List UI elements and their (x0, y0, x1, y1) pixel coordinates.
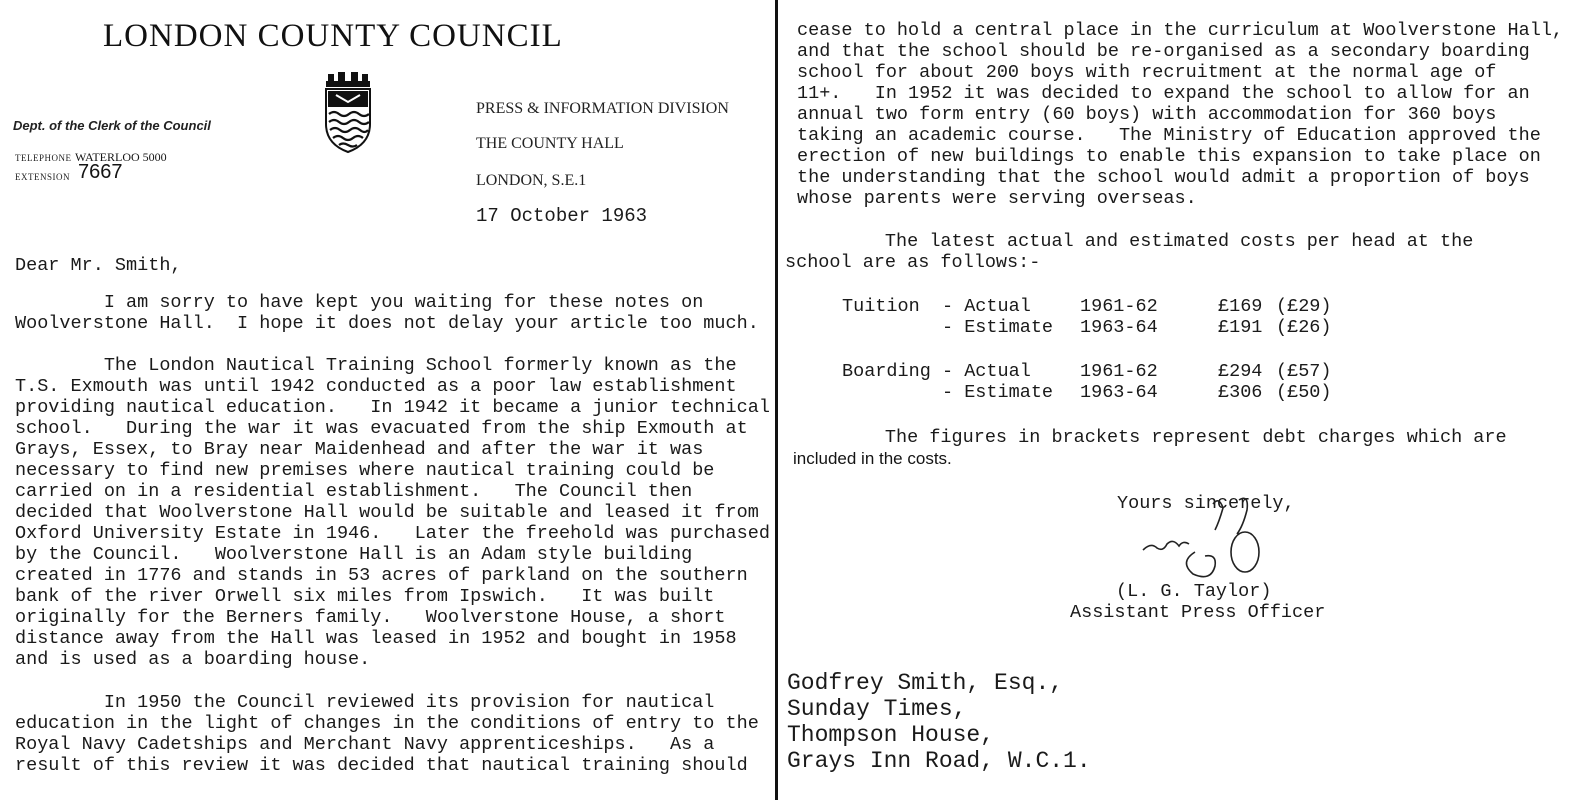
address-city: LONDON, S.E.1 (476, 172, 587, 189)
paragraph-review-continued (797, 20, 1563, 209)
text-line: school for about 200 boys with recruitment at the normal age of (797, 62, 1497, 83)
cost-debt: (£57) (1276, 361, 1332, 382)
signatory-title: Assistant Press Officer (1070, 602, 1326, 623)
department-label: Dept. of the Clerk of the Council (13, 118, 211, 133)
letter-date: 17 October 1963 (476, 205, 648, 227)
paragraph-history (15, 355, 770, 670)
text-line: result of this review it was decided that nautical training should (15, 755, 748, 776)
text-line: Grays Inn Road, W.C.1. (787, 748, 1091, 774)
cost-type: - Actual (942, 361, 1031, 382)
costs-table (842, 296, 1362, 406)
cost-debt: (£29) (1276, 296, 1332, 317)
text-line: and is used as a boarding house. (15, 649, 371, 670)
salutation: Dear Mr. Smith, (15, 255, 182, 276)
text-line: carried on in a residential establishment. The Council then (15, 481, 693, 502)
text-line: necessary to find new premises where nautical training could be (15, 460, 715, 481)
cost-type: - Estimate (942, 317, 1054, 338)
closing: Yours sincerely, (1117, 493, 1295, 514)
council-crest-icon (322, 72, 374, 154)
text-line: education in the light of changes in the conditions of entry to the (15, 713, 759, 734)
cost-amount: £306 (1218, 382, 1263, 403)
text-line: school are as follows:- (785, 252, 1041, 273)
cost-year: 1961-62 (1080, 296, 1158, 317)
text-line: school. During the war it was evacuated from the ship Exmouth at (15, 418, 748, 439)
cost-amount: £191 (1218, 317, 1263, 338)
text-line: Thompson House, (787, 722, 995, 748)
text-line: Oxford University Estate in 1946. Later the freehold was purchased (15, 523, 770, 544)
text-line: by the Council. Woolverstone Hall is an Adam style building (15, 544, 693, 565)
cost-amount: £169 (1218, 296, 1263, 317)
text-line: The latest actual and estimated costs per head at the (785, 231, 1474, 252)
cost-year: 1963-64 (1080, 317, 1158, 338)
address-hall: THE COUNTY HALL (476, 135, 624, 152)
cost-type: - Actual (942, 296, 1031, 317)
text-line: Grays, Essex, to Bray near Maidenhead and after the war it was (15, 439, 704, 460)
text-line: T.S. Exmouth was until 1942 conducted as a poor law establishment (15, 376, 737, 397)
signatory-name: (L. G. Taylor) (1116, 581, 1272, 602)
text-line: 11+. In 1952 it was decided to expand the school to allow for an (797, 83, 1530, 104)
text-line: whose parents were serving overseas. (797, 188, 1197, 209)
text-line: Royal Navy Cadetships and Merchant Navy apprenticeships. As a (15, 734, 715, 755)
text-line: Woolverstone Hall. I hope it does not delay your article too much. (15, 313, 759, 334)
text-line: erection of new buildings to enable this expansion to take place on (797, 146, 1541, 167)
paragraph-debt-note (785, 427, 1507, 468)
text-line: In 1950 the Council reviewed its provision for nautical (15, 692, 715, 713)
paragraph-apology (15, 292, 759, 334)
telephone-value: WATERLOO 5000 (75, 150, 167, 164)
cost-year: 1963-64 (1080, 382, 1158, 403)
cost-debt: (£26) (1276, 317, 1332, 338)
telephone-label: TELEPHONE (15, 153, 72, 163)
text-line: The figures in brackets represent debt charges which are (785, 427, 1507, 448)
text-line: Godfrey Smith, Esq., (787, 670, 1064, 696)
text-line: created in 1776 and stands in 53 acres of parkland on the southern (15, 565, 748, 586)
text-line: taking an academic course. The Ministry of Education approved the (797, 125, 1541, 146)
text-line: Sunday Times, (787, 696, 967, 722)
text-line: I am sorry to have kept you waiting for these notes on (15, 292, 704, 313)
cost-type: - Estimate (942, 382, 1054, 403)
text-line: originally for the Berners family. Woolverstone House, a short (15, 607, 726, 628)
extension-value: 7667 (78, 161, 123, 183)
extension-label: EXTENSION (15, 172, 70, 182)
division-label: PRESS & INFORMATION DIVISION (476, 100, 729, 117)
text-line: distance away from the Hall was leased in 1952 and bought in 1958 (15, 628, 737, 649)
text-line: cease to hold a central place in the curriculum at Woolverstone Hall, (797, 20, 1564, 41)
text-line: included in the costs. (793, 449, 952, 468)
text-line: providing nautical education. In 1942 it became a junior technical (15, 397, 770, 418)
council-name: LONDON COUNTY COUNCIL (103, 18, 563, 54)
text-line: decided that Woolverstone Hall would be suitable and leased it from (15, 502, 759, 523)
cost-amount: £294 (1218, 361, 1263, 382)
signature-icon (1135, 492, 1275, 592)
cost-category: Boarding (842, 361, 931, 382)
column-divider (775, 0, 778, 800)
recipient-address (787, 670, 1091, 774)
text-line: annual two form entry (60 boys) with accommodation for 360 boys (797, 104, 1497, 125)
paragraph-review (15, 692, 759, 776)
text-line: and that the school should be re-organised as a secondary boarding (797, 41, 1530, 62)
text-line: The London Nautical Training School formerly known as the (15, 355, 737, 376)
cost-year: 1961-62 (1080, 361, 1158, 382)
cost-category: Tuition (842, 296, 920, 317)
text-line: bank of the river Orwell six miles from Ipswich. It was built (15, 586, 715, 607)
cost-debt: (£50) (1276, 382, 1332, 403)
text-line: the understanding that the school would admit a proportion of boys (797, 167, 1530, 188)
paragraph-costs-intro (785, 231, 1473, 273)
